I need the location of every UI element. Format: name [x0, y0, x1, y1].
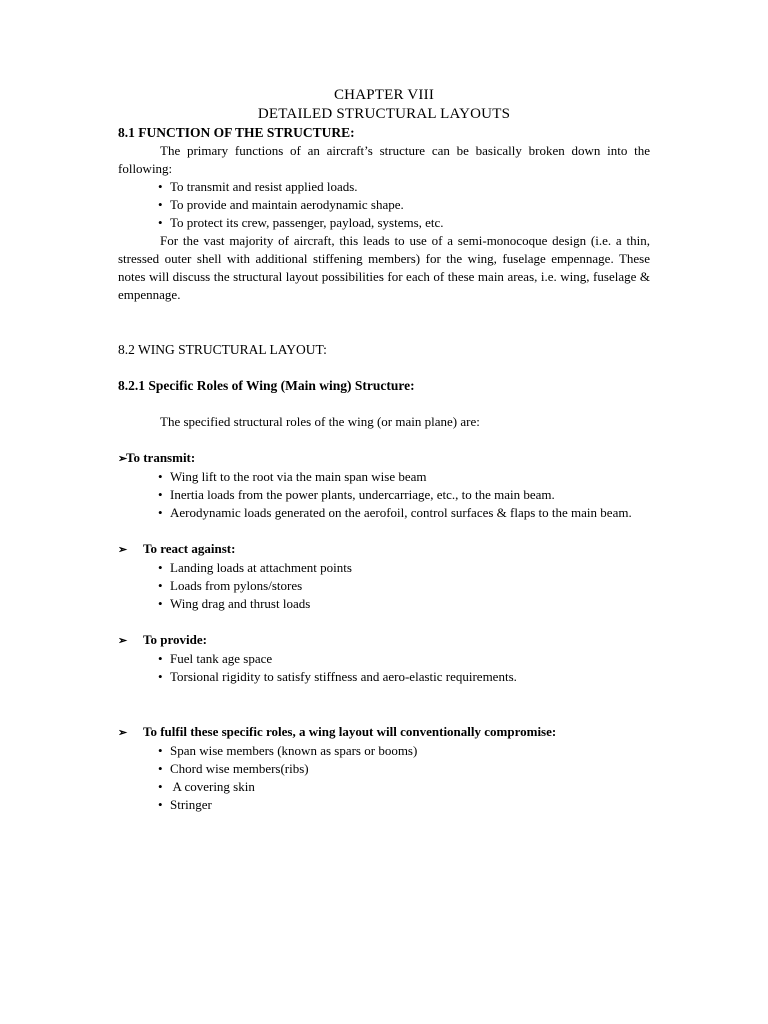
group-list-react-against [118, 559, 650, 613]
list-item: • Torsional rigidity to satisfy stiffness and aero-elastic requirements. [158, 669, 517, 684]
list-item: • To protect its crew, passenger, payload, systems, etc. [158, 215, 444, 230]
group-heading-transmit: ➢ To transmit: [118, 449, 650, 468]
bullet-icon: • [158, 669, 163, 684]
list-item: • Span wise members (known as spars or booms) [158, 743, 418, 758]
list-item: • To provide and maintain aerodynamic shape. [158, 197, 404, 212]
bullet-icon: • [158, 797, 163, 812]
group-heading-react-against: ➢ To react against: [118, 540, 650, 559]
section-8-2-heading: 8.2 WING STRUCTURAL LAYOUT: [118, 342, 327, 357]
bullet-icon: • [158, 578, 163, 593]
list-item: • Fuel tank age space [158, 651, 273, 666]
list-item: • Aerodynamic loads generated on the aerofoil, control surfaces & flaps to the main beam. [158, 505, 632, 520]
list-item: • A covering skin [158, 779, 255, 794]
bullet-icon: • [158, 596, 163, 611]
bullet-icon: • [158, 505, 163, 520]
document-page [118, 86, 650, 814]
section-8-1-closing: For the vast majority of aircraft, this leads to use of a semi-monocoque design (i.e. a thin, stressed outer shell with additional stiffening members) for the wing, fuselage empennage. These notes will discuss the structural layout possibilities for each of these main areas, i.e. wing, fuselage & empennage. [118, 233, 650, 302]
arrow-icon: ➢ [118, 544, 128, 556]
bullet-icon: • [158, 560, 163, 575]
list-item: • Loads from pylons/stores [158, 578, 303, 593]
section-8-1-heading: 8.1 FUNCTION OF THE STRUCTURE: [118, 125, 355, 140]
list-item: • To transmit and resist applied loads. [158, 179, 358, 194]
list-item: • Wing drag and thrust loads [158, 596, 311, 611]
bullet-icon: • [158, 651, 163, 666]
list-item: • Stringer [158, 797, 212, 812]
arrow-icon: ➢ [118, 727, 128, 739]
arrow-icon: ➢ [118, 635, 128, 647]
bullet-icon: • [158, 469, 163, 484]
group-list-fulfil [118, 742, 650, 814]
group-heading-provide: ➢ To provide: [118, 631, 650, 650]
bullet-icon: • [158, 215, 163, 230]
bullet-icon: • [158, 487, 163, 502]
bullet-icon: • [158, 743, 163, 758]
bullet-icon: • [158, 761, 163, 776]
chapter-title: DETAILED STRUCTURAL LAYOUTS [257, 106, 511, 122]
arrow-icon: ➢ [118, 453, 128, 465]
group-list-transmit [118, 468, 650, 522]
list-item: • Landing loads at attachment points [158, 560, 352, 575]
chapter-number: CHAPTER VIII [333, 87, 435, 103]
bullet-icon: • [158, 197, 163, 212]
section-8-1-bullet-list [118, 178, 650, 232]
list-item: • Inertia loads from the power plants, undercarriage, etc., to the main beam. [158, 487, 555, 502]
bullet-icon: • [158, 779, 163, 794]
list-item: • Chord wise members(ribs) [158, 761, 309, 776]
list-item: • Wing lift to the root via the main span wise beam [158, 469, 427, 484]
section-8-2-1-heading: 8.2.1 Specific Roles of Wing (Main wing) Structure: [118, 378, 415, 393]
section-8-2-1-intro: The specified structural roles of the wing (or main plane) are: [160, 414, 480, 429]
bullet-icon: • [158, 179, 163, 194]
section-8-1-intro: The primary functions of an aircraft’s structure can be basically broken down into the following: [118, 143, 650, 176]
group-heading-fulfil: ➢ To fulfil these specific roles, a wing layout will conventionally compromise: [118, 723, 650, 742]
group-list-provide [118, 650, 650, 686]
